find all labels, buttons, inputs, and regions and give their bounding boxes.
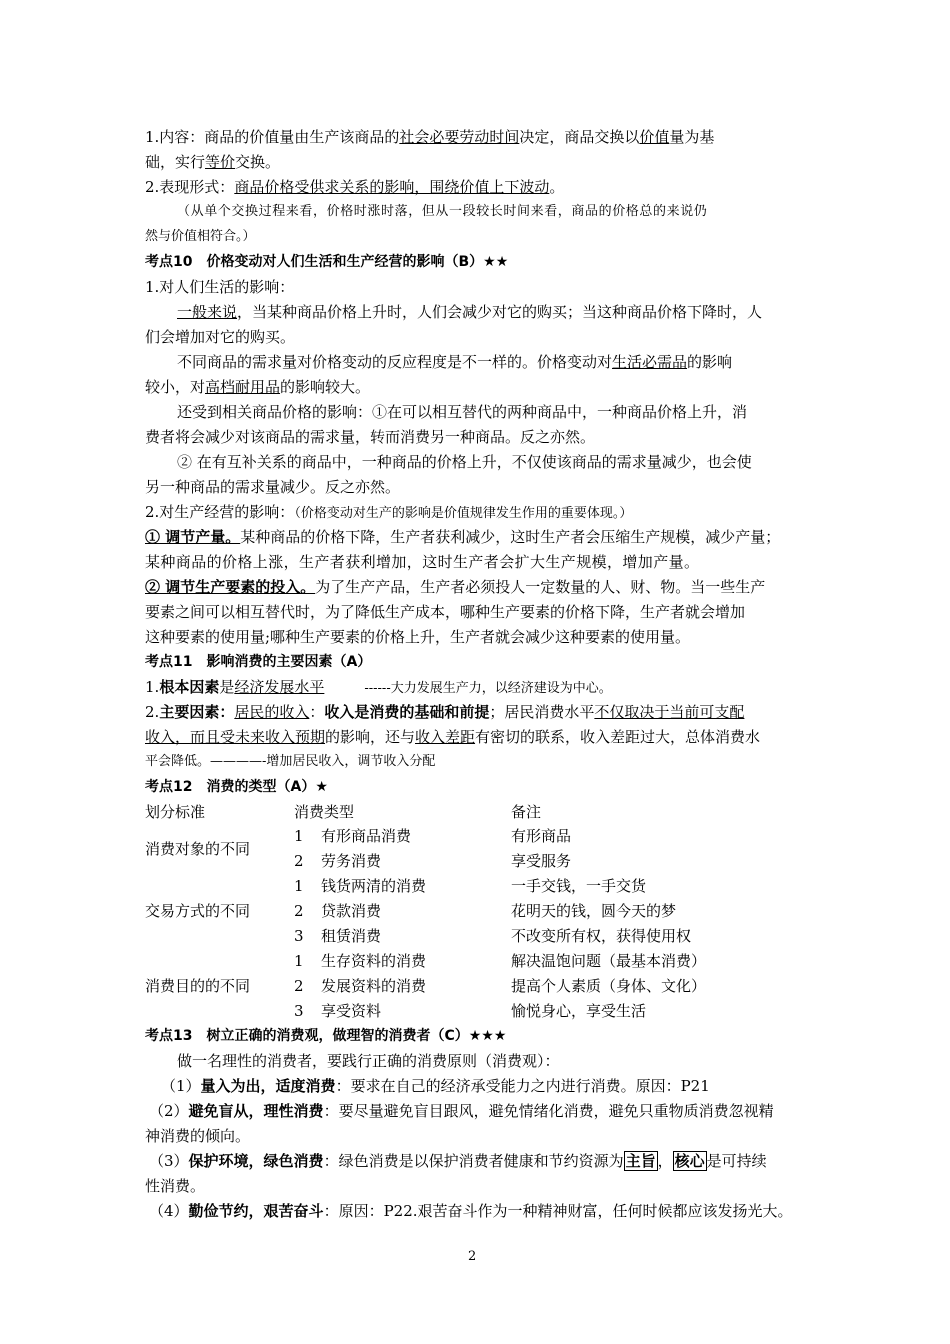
table-row-no: 2 [294,902,304,920]
table-header-criterion: 划分标准 [145,803,206,821]
para-adjust-factors-cont2: 这种要素的使用量;哪种生产要素的价格上升，生产者就会减少这种要素的使用量。 [145,628,691,646]
para-demand-law-cont: 们会增加对它的购买。 [145,328,296,346]
para-consumption-principles: 做一名理性的消费者，要践行正确的消费原则（消费观）： [177,1052,560,1070]
para-substitutes-cont: 费者将会减少对该商品的需求量，转而消费另一种商品。反之亦然。 [145,428,596,446]
table-row-type: 有形商品消费 [321,827,412,845]
section-heading-12: 考点12 消费的类型（A）★ [145,779,328,795]
table-row-note: 享受服务 [511,852,572,870]
para-principle-3: （3）保护环境，绿色消费：绿色消费是以保护消费者健康和节约资源为 主旨 ， 核心 是可持续 [149,1152,767,1170]
table-row-note: 一手交钱，一手交货 [511,877,647,895]
table-row-type: 发展资料的消费 [321,977,427,995]
table-row-no: 1 [294,952,304,970]
table-criterion: 消费目的的不同 [145,977,251,995]
table-row-note: 愉悦身心，享受生活 [511,1002,647,1020]
section-heading-10: 考点10 价格变动对人们生活和生产经营的影响（B）★★ [145,254,509,270]
para-life-impact: 1.对人们生活的影响： [145,278,295,296]
para-adjust-factors: ② 调节生产要素的投入。为了生产产品，生产者必须投人一定数量的人、财、物。当一些生产 [145,578,766,596]
para-complements-cont: 另一种商品的需求量减少。反之亦然。 [145,478,401,496]
para-root-factor: 1.根本因素是经济发展水平 ------大力发展生产力，以经济建设为中心。 [145,678,612,696]
table-row-no: 2 [294,977,304,995]
para-main-factor-cont: 收入，而且受未来收入预期的影响，还与收入差距有密切的联系，收入差距过大，总体消费水 [145,728,761,746]
table-header-type: 消费类型 [294,803,355,821]
para-principle-4: （4）勤俭节约，艰苦奋斗：原因：P22.艰苦奋斗作为一种精神财富，任何时候都应该发扬光大。 [149,1202,793,1220]
para-adjust-output: ① 调节产量。某种商品的价格下降，生产者获利减少，这时生产者会压缩生产规模，减少产量； [145,528,781,546]
para-principle-1: （1）量入为出，适度消费：要求在自己的经济承受能力之内进行消费。原因：P21 [161,1077,710,1095]
section-heading-11: 考点11 影响消费的主要因素（A） [145,654,372,670]
para-value-content-cont: 础，实行等价交换。 [145,153,281,171]
table-row-note: 有形商品 [511,827,572,845]
table-row-no: 2 [294,852,304,870]
para-principle-2-cont: 神消费的倾向。 [145,1127,251,1145]
table-header-note: 备注 [511,803,542,821]
para-demand-law: 一般来说，当某种商品价格上升时，人们会减少对它的购买；当这种商品价格下降时，人 [177,303,763,321]
table-row-note: 不改变所有权，获得使用权 [511,927,692,945]
para-principle-3-cont: 性消费。 [145,1177,206,1195]
table-row-type: 享受资料 [321,1002,382,1020]
table-row-note: 花明天的钱，圆今天的梦 [511,902,677,920]
para-complements: ② 在有互补关系的商品中，一种商品的价格上升，不仅使该商品的需求量减少，也会使 [177,453,752,471]
para-principle-2: （2）避免盲从，理性消费：要尽量避免盲目跟风，避免情绪化消费，避免只重物质消费忽视精 [149,1102,774,1120]
para-elasticity-cont: 较小，对高档耐用品的影响较大。 [145,378,371,396]
table-criterion: 交易方式的不同 [145,902,251,920]
para-main-factor-cont2: 平会降低。————-增加居民收入，调节收入分配 [145,754,436,769]
table-row-no: 3 [294,1002,304,1020]
table-row-type: 劳务消费 [321,852,382,870]
para-expression-form: 2.表现形式：商品价格受供求关系的影响，围绕价值上下波动。 [145,178,565,196]
para-substitutes: 还受到相关商品价格的影响：①在可以相互替代的两种商品中，一种商品价格上升，消 [177,403,748,421]
table-row-note: 解决温饱问题（最基本消费） [511,952,707,970]
boxed-term-core: 核心 [674,1152,705,1170]
para-adjust-factors-cont1: 要素之间可以相互替代时，为了降低生产成本，哪种生产要素的价格下降，生产者就会增加 [145,603,746,621]
page-number: 2 [468,1249,477,1264]
note-price-fluctuation: （从单个交换过程来看，价格时涨时落，但从一段较长时间来看，商品的价格总的来说仍 [177,204,708,219]
table-row-type: 生存资料的消费 [321,952,427,970]
para-main-factor: 2.主要因素：居民的收入：收入是消费的基础和前提；居民消费水平不仅取决于当前可支配 [145,703,745,721]
para-production-impact: 2.对生产经营的影响：（价格变动对生产的影响是价值规律发生作用的重要体现。） [145,503,633,521]
para-elasticity: 不同商品的需求量对价格变动的反应程度是不一样的。价格变动对生活必需品的影响 [177,353,733,371]
section-heading-13: 考点13 树立正确的消费观，做理智的消费者（C）★★★ [145,1028,507,1044]
para-adjust-output-cont: 某种商品的价格上涨，生产者获利增加，这时生产者会扩大生产规模，增加产量。 [145,553,700,571]
table-row-type: 钱货两清的消费 [321,877,427,895]
table-row-type: 租赁消费 [321,927,382,945]
table-row-type: 贷款消费 [321,902,382,920]
table-row-no: 1 [294,877,304,895]
para-value-content: 1.内容：商品的价值量由生产该商品的社会必要劳动时间决定，商品交换以价值量为基 [145,128,715,146]
table-row-no: 3 [294,927,304,945]
note-price-fluctuation-cont: 然与价值相符合。） [145,229,256,244]
table-row-no: 1 [294,827,304,845]
table-row-note: 提高个人素质（身体、文化） [511,977,707,995]
table-criterion: 消费对象的不同 [145,840,251,858]
boxed-term-main-purpose: 主旨 [625,1152,656,1170]
